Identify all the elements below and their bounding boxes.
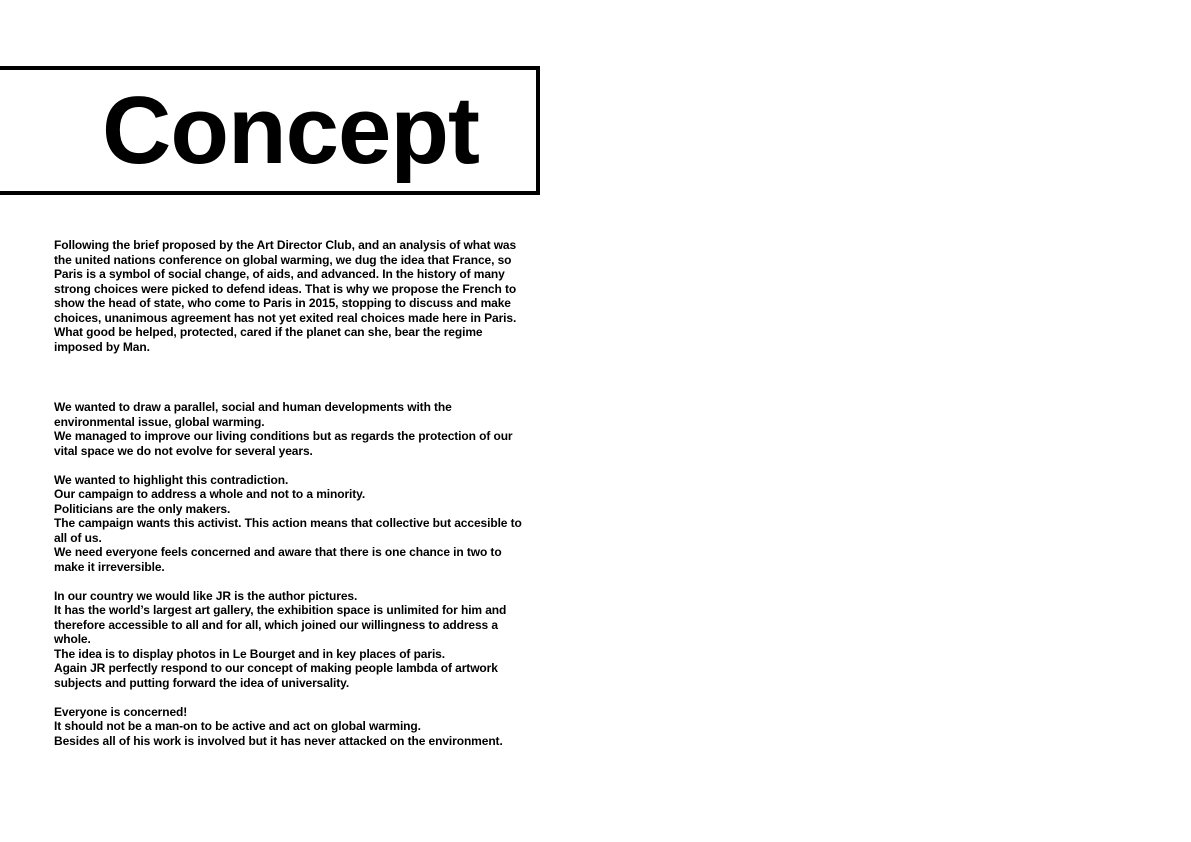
page-title: Concept (102, 77, 479, 184)
main-text (54, 400, 534, 748)
intro-paragraph (54, 238, 534, 354)
paragraph-gap (54, 458, 534, 473)
text-line: We need everyone feels concerned and aware that there is one chance in two to make it irreversible. (54, 545, 502, 574)
text-line: Everyone is concerned! (54, 704, 188, 719)
text-line: It has the world’s largest art gallery, the exhibition space is unlimited for him and therefore accessible to all and for all, which joined our willingness to address a whole. (54, 603, 507, 646)
text-line: Again JR perfectly respond to our concept of making people lambda of artwork subjects and putting forward the idea of universality. (54, 661, 498, 690)
text-line: We wanted to highlight this contradiction. (54, 472, 289, 487)
paragraph-gap (54, 574, 534, 589)
text-line: We managed to improve our living conditions but as regards the protection of our vital space we do not evolve for several years. (54, 429, 513, 458)
text-line: Politicians are the only makers. (54, 501, 231, 516)
paragraph-block (54, 589, 534, 691)
paragraph-gap (54, 690, 534, 705)
paragraph-block (54, 400, 534, 458)
text-line: The campaign wants this activist. This action means that collective but accesible to all of us. (54, 516, 522, 545)
text-line: Besides all of his work is involved but it has never attacked on the environment. (54, 733, 503, 748)
text-line: The idea is to display photos in Le Bourget and in key places of paris. (54, 646, 445, 661)
intro-text: Following the brief proposed by the Art Director Club, and an analysis of what was the united nations conference on global warming, we dug the idea that France, so Paris is a symbol of social change, of aids, and advanced. In the history of many strong choices were picked to defend ideas. That is why we propose the French to show the head of state, who come to Paris in 2015, stopping to discuss and make choices, unanimous agreement has not yet exited real choices made here in Paris. What good be helped, protected, cared if the planet can she, bear the regime imposed by Man. (54, 238, 517, 354)
paragraph-block (54, 473, 534, 575)
text-line: In our country we would like JR is the author pictures. (54, 588, 358, 603)
text-line: We wanted to draw a parallel, social and human developments with the environmental issue, global warming. (54, 400, 452, 429)
text-line: Our campaign to address a whole and not to a minority. (54, 487, 366, 501)
paragraph-block (54, 705, 534, 749)
text-line: It should not be a man-on to be active and act on global warming. (54, 719, 421, 733)
